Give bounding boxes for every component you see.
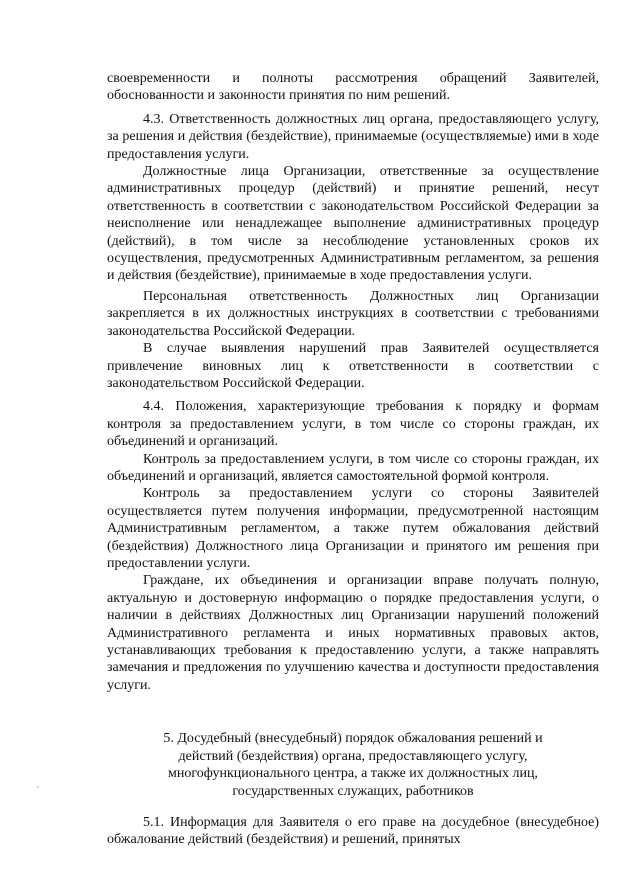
paragraph-control-independent: Контроль за предоставлением услуги, в том числе со стороны граждан, их объединений и организаций, является самостоятельной формой контроля.: [107, 451, 599, 484]
section-5-title: [107, 730, 599, 800]
paragraph-violations: В случае выявления нарушений прав Заявителей осуществляется привлечение виновных лиц к ответственности в соответствии с законодательством Российской Федерации.: [107, 341, 599, 391]
paragraph-4-3-heading: 4.3. Ответственность должностных лиц органа, предоставляющего услугу, за решения и действия (бездействие), принимаемые (осуществляемые) ими в ходе предоставления услуги.: [107, 111, 599, 162]
paragraph-officials-responsibility: Должностные лица Организации, ответственные за осуществление административных процедур (действий) и принятие решений, несут ответственность в соответствии с законодательством Российской Федерации за неисполнение или ненадлежащее выполнение административных процедур (действий), в том числе за несоблюдение установленных сроков их осуществления, предусмотренных Административным регламентом, за решения и действия (бездействие), принимаемые в ходе предоставления услуги.: [107, 164, 599, 284]
paragraph-4-4-heading: 4.4. Положения, характеризующие требования к порядку и формам контроля за предоставлением услуги, в том числе со стороны граждан, их объединений и организаций.: [107, 399, 599, 450]
paragraph-5-1: 5.1. Информация для Заявителя о его праве на досудебное (внесудебное) обжалование действий (бездействия) и решений, принятых: [107, 814, 599, 847]
paragraph-control-by-applicants: Контроль за предоставлением услуги со стороны Заявителей осуществляется путем получения информации, предусмотренной настоящим Административным регламентом, а также путем обжалования действий (бездействия) Должностного лица Организации и принятого им решения при предоставлении услуги.: [107, 486, 599, 571]
section-5-title-line: 5. Досудебный (внесудебный) порядок обжалования решений и: [163, 731, 543, 747]
section-5-title-line: государственных служащих, работников: [232, 784, 474, 799]
scan-speck: [37, 786, 39, 788]
paragraph-citizens-rights: Граждане, их объединения и организации вправе получать полную, актуальную и достоверную информацию о порядке предоставления услуги, о наличии в действиях Должностных лиц Организации нарушений положений Административного регламента и иных нормативных правовых актов, устанавливающих требования к предоставлению услуги, а также направлять замечания и предложения по улучшению качества и доступности предоставления услуги.: [107, 573, 599, 693]
document-body: [107, 70, 599, 848]
paragraph-personal-responsibility: Персональная ответственность Должностных лиц Организации закрепляется в их должностных инструкциях в соответствии с требованиями законодательства Российской Федерации.: [107, 288, 599, 339]
section-5-title-line: многофункционального центра, а также их должностных лиц,: [168, 766, 538, 782]
paragraph-continuation: своевременности и полноты рассмотрения обращений Заявителей, обоснованности и законности принятия по ним решений.: [107, 71, 599, 104]
section-5-title-line: действий (бездействия) органа, предоставляющего услугу,: [178, 748, 528, 764]
